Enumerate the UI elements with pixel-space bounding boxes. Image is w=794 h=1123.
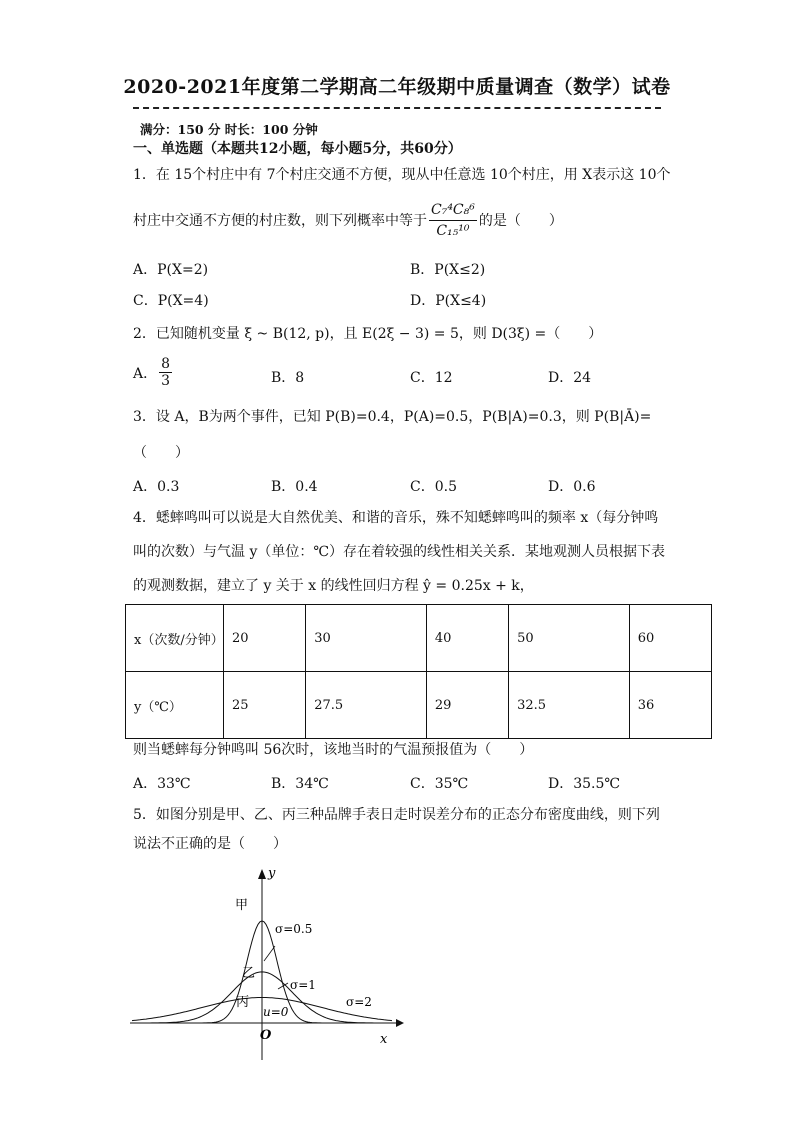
- curve3-name: 丙: [236, 995, 250, 1010]
- q3-stem: 3．设 A，B为两个事件，已知 P(B)=0.4，P(A)=0.5，P(B|A)=0.3，则 P(B|Ā)=: [133, 409, 652, 425]
- q1-option-d[interactable]: D．P(X≤4): [410, 293, 487, 309]
- q1-frac-num: C₇⁴C₈⁶: [429, 200, 477, 221]
- normal-curve-figure: [120, 865, 410, 1065]
- q1-fraction: [429, 200, 477, 241]
- q2-stem: 2．已知随机变量 ξ ~ B(12, p)，且 E(2ξ − 3) = 5，则 D(3ξ) =（ ）: [133, 326, 603, 342]
- curve2-name: 乙: [242, 966, 256, 981]
- table-cell: 36: [629, 672, 711, 739]
- curve2-sigma: σ=1: [290, 978, 316, 992]
- q2-option-a-den: 3: [161, 373, 171, 389]
- q2-option-a-label: A．: [133, 365, 158, 382]
- q5-line2: 说法不正确的是（ ）: [133, 836, 287, 852]
- q3-option-b[interactable]: B．0.4: [271, 479, 318, 495]
- y-axis-arrow: [258, 869, 266, 879]
- table-cell: 30: [306, 605, 427, 672]
- q3-paren: （ ）: [133, 445, 189, 461]
- exam-meta: 满分：150 分 时长：100 分钟: [140, 122, 318, 137]
- table-row: [126, 672, 712, 739]
- q4-option-b[interactable]: B．34℃: [271, 776, 329, 792]
- q4-line1: 4．蟋蟀鸣叫可以说是大自然优美、和谐的音乐，殊不知蟋蟀鸣叫的频率 x（每分钟鸣: [133, 510, 659, 526]
- title-divider: [133, 107, 661, 109]
- q1-line2: [133, 200, 563, 241]
- table-cell: 32.5: [509, 672, 630, 739]
- page-title: 2020-2021年度第二学期高二年级期中质量调查（数学）试卷: [123, 76, 671, 98]
- q4-option-c[interactable]: C．35℃: [410, 776, 469, 792]
- curve1-sigma: σ=0.5: [275, 922, 313, 936]
- q4-line3: 的观测数据，建立了 y 关于 x 的线性回归方程 ŷ = 0.25x + k，: [133, 578, 534, 594]
- q4-after: 则当蟋蟀每分钟鸣叫 56次时，该地当时的气温预报值为（ ）: [133, 742, 534, 758]
- q4-line2: 叫的次数）与气温 y（单位：℃）存在着较强的线性相关关系．某地观测人员根据下表: [133, 544, 666, 560]
- q2-option-c[interactable]: C．12: [410, 370, 453, 386]
- q4-option-a[interactable]: A．33℃: [133, 776, 191, 792]
- q1-option-b[interactable]: B．P(X≤2): [410, 262, 486, 278]
- q3-option-d[interactable]: D．0.6: [548, 479, 596, 495]
- table-header-x: x（次数/分钟）: [126, 605, 224, 672]
- q3-option-a[interactable]: A．0.3: [133, 479, 180, 495]
- q1-line2-post: 的是（ ）: [478, 212, 563, 229]
- q2-option-d[interactable]: D．24: [548, 370, 592, 386]
- table-row: [126, 605, 712, 672]
- q2-option-b[interactable]: B．8: [271, 370, 305, 386]
- q1-option-c[interactable]: C．P(X=4): [133, 293, 209, 309]
- q2-option-a[interactable]: [133, 356, 174, 389]
- q2-option-a-num: 8: [161, 356, 171, 372]
- table-cell: 29: [426, 672, 508, 739]
- mu-label: u=0: [263, 1005, 289, 1019]
- table-cell: 60: [629, 605, 711, 672]
- table-cell: 40: [426, 605, 508, 672]
- origin-label: O: [260, 1028, 272, 1043]
- table-header-y: y（℃）: [126, 672, 224, 739]
- table-cell: 20: [224, 605, 306, 672]
- q4-data-table: [125, 604, 712, 739]
- q1-frac-den: C₁₅¹⁰: [436, 223, 470, 239]
- q1-option-a[interactable]: A．P(X=2): [133, 262, 209, 278]
- q1-line2-pre: 村庄中交通不方便的村庄数，则下列概率中等于: [133, 212, 427, 229]
- table-cell: 25: [224, 672, 306, 739]
- section-heading: 一、单选题（本题共12小题，每小题5分，共60分）: [133, 141, 462, 157]
- q5-line1: 5．如图分别是甲、乙、丙三种品牌手表日走时误差分布的正态分布密度曲线，则下列: [133, 807, 660, 823]
- q4-option-d[interactable]: D．35.5℃: [548, 776, 621, 792]
- q3-option-c[interactable]: C．0.5: [410, 479, 457, 495]
- table-cell: 27.5: [306, 672, 427, 739]
- y-axis-label: y: [268, 866, 276, 881]
- leader-sigma-05: [264, 946, 275, 961]
- curve1-name: 甲: [235, 898, 249, 913]
- q2-option-a-fraction: [159, 356, 172, 389]
- q1-line1: 1．在 15个村庄中有 7个村庄交通不方便，现从中任意选 10个村庄，用 X表示这 10个: [133, 167, 671, 183]
- curve3-sigma: σ=2: [346, 995, 372, 1009]
- table-cell: 50: [509, 605, 630, 672]
- x-axis-arrow: [396, 1019, 404, 1027]
- x-axis-label: x: [380, 1032, 388, 1047]
